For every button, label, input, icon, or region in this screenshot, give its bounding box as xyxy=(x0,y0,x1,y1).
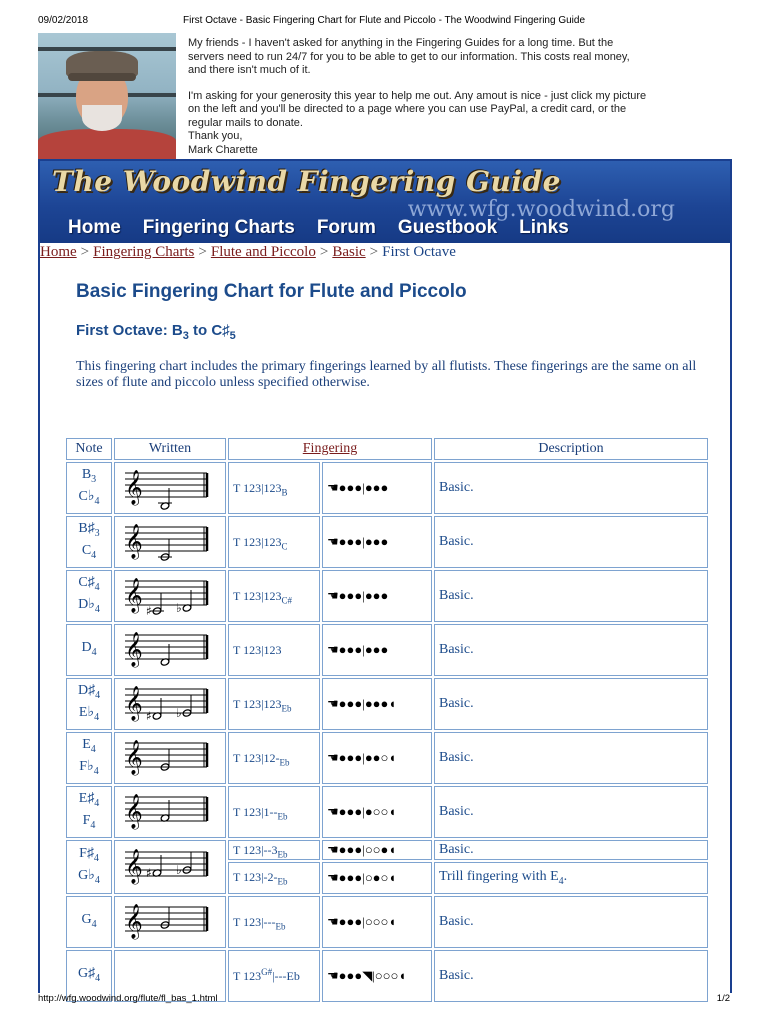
description-cell: Basic. xyxy=(434,678,708,730)
note-cell: $D♯_4$ $E♭_4$ xyxy=(66,678,112,730)
written-cell xyxy=(114,732,226,784)
site-banner xyxy=(40,159,730,243)
print-header xyxy=(38,15,730,29)
breadcrumb xyxy=(40,244,456,261)
breadcrumb-basic[interactable]: Basic xyxy=(332,244,366,260)
written-cell xyxy=(114,570,226,622)
main-nav xyxy=(68,217,569,239)
svg-text:♭: ♭ xyxy=(176,601,182,615)
donation-paragraph: My friends - I haven't asked for anything in the Fingering Guides for a long time. But the servers need to run 24/7 for you to be able to get to our information. This costs real money, and there isn't much of it. xyxy=(188,37,630,76)
note-cell: $F♯_4$ $G♭_4$ xyxy=(66,840,112,894)
fingering-code: T $123|--3_{Eb}$ xyxy=(228,840,320,860)
page-subtitle: First Octave: $B_3$ to $C♯_5$ xyxy=(76,322,236,342)
fingering-code: T $123|-2-_{Eb}$ xyxy=(228,862,320,894)
nav-home[interactable]: Home xyxy=(68,217,121,238)
description-cell: Basic. xyxy=(434,624,708,676)
table-row xyxy=(66,786,708,838)
breadcrumb-fingering-charts[interactable]: Fingering Charts xyxy=(93,244,195,260)
description-cell: Basic. xyxy=(434,896,708,948)
fingering-diagram: ☚●●●|●●● xyxy=(322,570,432,622)
breadcrumb-home[interactable]: Home xyxy=(40,244,77,260)
intro-text: This fingering chart includes the primary fingerings learned by all flutists. These fingerings are the same on all sizes of flute and piccolo unless specified otherwise. xyxy=(76,359,697,390)
svg-text:♯: ♯ xyxy=(146,709,152,723)
written-cell xyxy=(114,678,226,730)
description-cell: Basic. xyxy=(434,950,708,1002)
print-footer xyxy=(38,993,730,1007)
fingering-code: T $123^{G\#}|---Eb$ xyxy=(228,950,320,1002)
author-photo[interactable] xyxy=(38,33,176,159)
header-written: Written xyxy=(114,438,226,460)
breadcrumb-current: First Octave xyxy=(382,244,456,260)
note-cell: $G♯_4$ xyxy=(66,950,112,1002)
table-row xyxy=(66,570,708,622)
table-row xyxy=(66,462,708,514)
staff-notation xyxy=(115,842,221,892)
donation-signature: Mark Charette xyxy=(188,143,258,156)
staff-notation xyxy=(115,571,221,621)
fingering-diagram: ☚●●●|○○○◖ xyxy=(322,896,432,948)
breadcrumb-separator: > xyxy=(369,244,379,260)
note-cell: $E♯_4$ $F_4$ xyxy=(66,786,112,838)
page-title: Basic Fingering Chart for Flute and Piccolo xyxy=(76,281,467,302)
fingering-code: T 123|123 xyxy=(228,624,320,676)
description-cell: Basic. xyxy=(434,732,708,784)
site-logo[interactable]: The Woodwind Fingering Guide xyxy=(52,165,561,198)
fingering-diagram: ☚●●●|●●○◖ xyxy=(322,732,432,784)
breadcrumb-separator: > xyxy=(198,244,207,260)
svg-text:𝄞: 𝄞 xyxy=(125,849,143,885)
written-cell xyxy=(114,896,226,948)
note-cell: $E_4$ $F♭_4$ xyxy=(66,732,112,784)
staff-notation xyxy=(115,897,221,947)
note-cell: $D_4$ xyxy=(66,624,112,676)
note-cell: $B♯_3$ $C_4$ xyxy=(66,516,112,568)
svg-text:𝄞: 𝄞 xyxy=(125,524,143,559)
fingering-diagram: ☚●●●|○○●◖ xyxy=(322,840,432,860)
svg-text:♭: ♭ xyxy=(176,863,182,878)
written-cell xyxy=(114,624,226,676)
table-row xyxy=(66,840,708,860)
fingering-diagram: ☚●●●|●●● xyxy=(322,462,432,514)
breadcrumb-flute-piccolo[interactable]: Flute and Piccolo xyxy=(210,244,316,260)
fingering-diagram: ☚●●●|○●○◖ xyxy=(322,862,432,894)
fingering-code: T $123|---_{Eb}$ xyxy=(228,896,320,948)
table-row xyxy=(66,678,708,730)
print-url: http://wfg.woodwind.org/flute/fl_bas_1.html xyxy=(38,993,218,1004)
staff-notation xyxy=(115,463,221,513)
svg-text:𝄞: 𝄞 xyxy=(125,578,143,613)
fingering-code: T $123|1--_{Eb}$ xyxy=(228,786,320,838)
nav-links[interactable]: Links xyxy=(519,217,569,238)
description-cell: Basic. xyxy=(434,516,708,568)
print-date: 09/02/2018 xyxy=(38,15,89,26)
donation-paragraph: I'm asking for your generosity this year to help me out. Any amout is nice - just click my picture on the left and you'll be directed to a page where you can use PayPal, a credit card, or the regular mails to donate. xyxy=(188,89,647,129)
staff-notation xyxy=(115,787,221,837)
svg-text:𝄞: 𝄞 xyxy=(125,686,143,721)
table-row xyxy=(66,516,708,568)
header-fingering[interactable]: Fingering xyxy=(228,438,432,460)
written-cell xyxy=(114,786,226,838)
svg-text:𝄞: 𝄞 xyxy=(125,904,143,940)
table-row xyxy=(66,624,708,676)
donation-panel xyxy=(38,33,732,159)
breadcrumb-separator: > xyxy=(319,244,329,260)
header-description: Description xyxy=(434,438,708,460)
description-cell: Basic. xyxy=(434,570,708,622)
nav-guestbook[interactable]: Guestbook xyxy=(397,217,498,238)
svg-text:𝄞: 𝄞 xyxy=(125,794,143,829)
fingering-code: T $123|123_{Eb}$ xyxy=(228,678,320,730)
written-cell xyxy=(114,840,226,894)
breadcrumb-separator: > xyxy=(80,244,90,260)
note-cell: $G_4$ xyxy=(66,896,112,948)
svg-text:𝄞: 𝄞 xyxy=(125,740,143,775)
description-cell: Basic. xyxy=(434,786,708,838)
fingering-diagram: ☚●●●|●●●◖ xyxy=(322,678,432,730)
fingering-code: T $123|123_{C\#}$ xyxy=(228,570,320,622)
svg-text:𝄞: 𝄞 xyxy=(125,470,143,505)
nav-fingering-charts[interactable]: Fingering Charts xyxy=(142,217,295,238)
fingering-diagram: ☚●●●◥|○○○◖ xyxy=(322,950,432,1002)
fingering-diagram: ☚●●●|●○○◖ xyxy=(322,786,432,838)
svg-text:♭: ♭ xyxy=(176,706,182,720)
written-cell xyxy=(114,462,226,514)
svg-text:♯: ♯ xyxy=(146,604,152,618)
note-cell: $B_3$ $C♭_4$ xyxy=(66,462,112,514)
svg-text:♯: ♯ xyxy=(146,866,152,881)
fingering-code: T $123|12-_{Eb}$ xyxy=(228,732,320,784)
page-frame xyxy=(38,159,732,993)
fingering-code: T $123|123_C$ xyxy=(228,516,320,568)
description-cell: Basic. xyxy=(434,462,708,514)
print-page-number: 1/2 xyxy=(716,993,730,1004)
written-cell xyxy=(114,516,226,568)
table-row xyxy=(66,732,708,784)
svg-text:𝄞: 𝄞 xyxy=(125,632,143,667)
print-title: First Octave - Basic Fingering Chart for Flute and Piccolo - The Woodwind Fingering Guide xyxy=(182,15,586,26)
fingering-diagram: ☚●●●|●●● xyxy=(322,516,432,568)
nav-forum[interactable]: Forum xyxy=(316,217,376,238)
header-note: Note xyxy=(66,438,112,460)
staff-notation xyxy=(115,517,221,567)
donation-closing: Thank you, xyxy=(188,130,243,142)
description-cell: Trill fingering with $E_4$. xyxy=(434,862,708,894)
note-cell: $C♯_4$ $D♭_4$ xyxy=(66,570,112,622)
staff-notation xyxy=(115,625,221,675)
fingering-diagram: ☚●●●|●●● xyxy=(322,624,432,676)
fingering-table xyxy=(64,436,710,1004)
table-row xyxy=(66,896,708,948)
description-cell: Basic. xyxy=(434,840,708,860)
site-url: www.wfg.woodwind.org xyxy=(407,197,675,222)
fingering-code: T $123|123_B$ xyxy=(228,462,320,514)
staff-notation xyxy=(115,733,221,783)
donation-message xyxy=(188,37,648,157)
staff-notation xyxy=(115,679,221,729)
